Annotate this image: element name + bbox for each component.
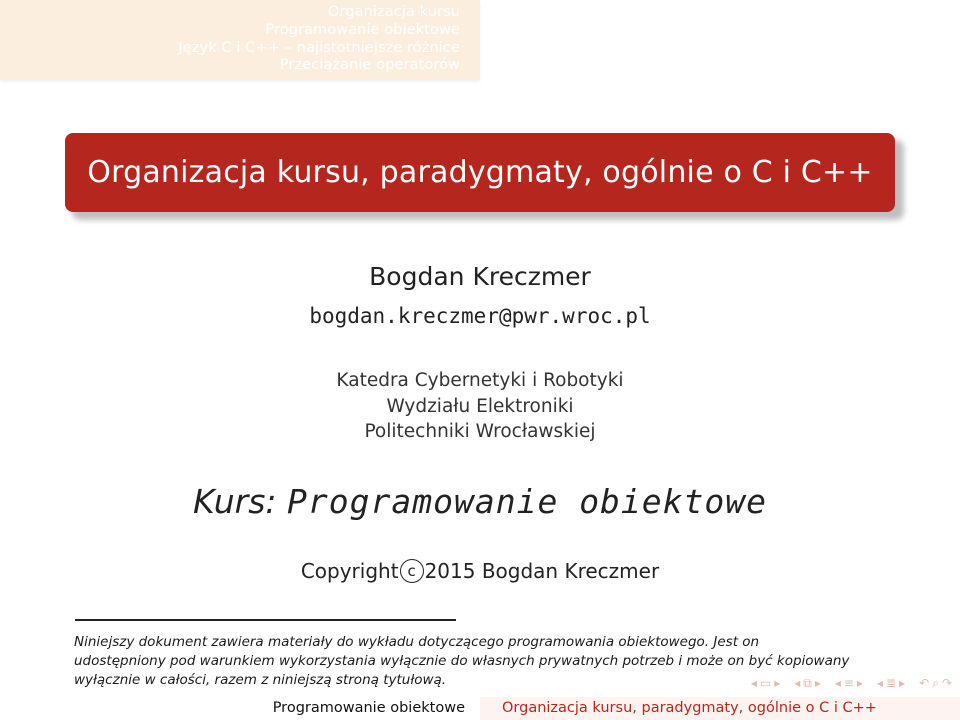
search-icon[interactable]: ⌕: [932, 675, 939, 690]
footnote-rule: [75, 619, 456, 621]
title-banner: [65, 133, 895, 212]
notice-line-2: udostępniony pod warunkiem wykorzystania wyłącznie do własnych prywatnych potrzeb i może on być kopiowany: [74, 653, 850, 669]
back-icon[interactable]: ↶: [919, 676, 930, 690]
footer-right: [480, 697, 960, 720]
institute-university: Politechniki Wrocławskiej: [364, 421, 596, 442]
nav-item-c-vs-cpp-link[interactable]: Język C i C++ – najistotniejsze różnice: [178, 40, 460, 56]
footer-presentation-title: Organizacja kursu, paradygmaty, ogólnie o C i C++: [502, 700, 877, 716]
copyright-text: 2015 Bogdan Kreczmer: [424, 559, 660, 583]
arrow-right-icon[interactable]: ▸: [814, 676, 821, 690]
institute-department: Katedra Cybernetyki i Robotyki: [336, 370, 624, 391]
subsection-icon[interactable]: ⧉: [803, 675, 812, 690]
institute-faculty: Wydziału Elektroniki: [386, 396, 574, 417]
footer-bar: [0, 697, 960, 720]
course-name: Programowanie obiektowe: [287, 482, 768, 521]
nav-frame-group[interactable]: [751, 676, 780, 690]
notice-line-3: wyłącznie w całości, razem z niniejszą stroną tytułową.: [74, 672, 447, 688]
top-navigation-panel: [0, 0, 480, 80]
copyright-prefix: Copyright: [300, 559, 399, 583]
arrow-right-icon[interactable]: ▸: [856, 676, 864, 690]
document-icon[interactable]: ≣: [886, 676, 897, 690]
arrow-left-icon[interactable]: ◂: [877, 676, 884, 690]
notice-line-1: Niniejszy dokument zawiera materiały do wykładu dotyczącego programowania obiektowego. Jest on: [74, 634, 760, 650]
arrow-right-icon[interactable]: ▸: [774, 676, 781, 690]
footer-left: [0, 697, 480, 720]
footer-course-name: Programowanie obiektowe: [272, 700, 465, 716]
arrow-left-icon[interactable]: ◂: [834, 676, 841, 690]
beamer-navigation-symbols: [751, 676, 952, 690]
arrow-left-icon[interactable]: ◂: [750, 676, 757, 690]
forward-icon[interactable]: ↷: [941, 676, 952, 690]
nav-subsection-link[interactable]: Programowanie obiektowe: [265, 22, 460, 38]
section-icon[interactable]: ≡: [843, 676, 854, 690]
nav-section-link[interactable]: Organizacja kursu: [328, 4, 460, 20]
copyright-symbol-icon: c: [400, 559, 424, 583]
nav-document-group[interactable]: [877, 676, 905, 690]
nav-search-group[interactable]: [919, 676, 952, 691]
author-email: bogdan.kreczmer@pwr.wroc.pl: [309, 304, 651, 328]
course-label: Kurs:: [192, 482, 277, 521]
nav-section-group[interactable]: [835, 676, 863, 690]
arrow-right-icon[interactable]: ▸: [899, 676, 906, 690]
copyright-line: [0, 559, 960, 585]
nav-item-operator-overloading-link[interactable]: Przeciążanie operatorów: [279, 57, 460, 73]
author-name: Bogdan Kreczmer: [369, 262, 591, 291]
arrow-left-icon[interactable]: ◂: [794, 676, 801, 690]
course-line: [0, 482, 960, 521]
presentation-title: Organizacja kursu, paradygmaty, ogólnie o C i C++: [87, 155, 873, 190]
nav-subsection-group[interactable]: [794, 676, 821, 691]
frame-icon[interactable]: ▭: [759, 676, 772, 690]
